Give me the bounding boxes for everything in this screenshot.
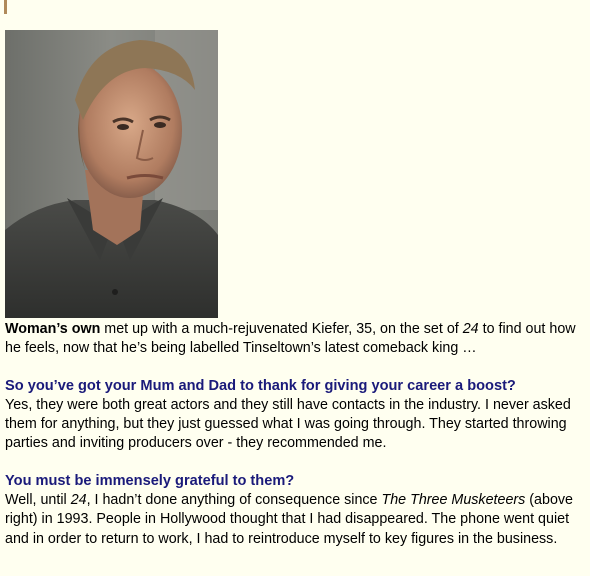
question-2: You must be immensely grateful to them? [5,472,295,489]
answer-2-text-3: (above right) in 1993. People in Hollywood thought that I had disappeared. The phone went quiet and in order to return to work, I had to reintroduce myself to key figures in the business. [5,492,573,547]
intro-text-2: to find out how he feels, now that he’s being labelled Tinseltown’s latest comeback king … [5,321,576,357]
answer-2-text-1: Well, until [5,492,71,509]
answer-1: Yes, they were both great actors and they still have contacts in the industry. I never asked them for anything, but they just guessed what I was going through. They started throwing parties and inviting producers over - they recommended me. [5,396,571,452]
accent-bar [4,0,7,14]
answer-2-film-title: The Three Musketeers [381,492,526,509]
intro-text-1: met up with a much-rejuvenated Kiefer, 35, on the set of [100,321,463,337]
answer-2-text-2: , I hadn’t done anything of consequence since [86,492,382,509]
answer-2 [5,491,587,549]
publication-name: Woman’s own [5,321,101,337]
question-1: So you’ve got your Mum and Dad to thank for giving your career a boost? [5,377,516,394]
article-body [5,320,587,567]
kiefer-photo [5,30,218,318]
answer-2-show-title: 24 [70,492,87,509]
intro-paragraph [5,320,587,359]
show-title: 24 [462,321,479,337]
